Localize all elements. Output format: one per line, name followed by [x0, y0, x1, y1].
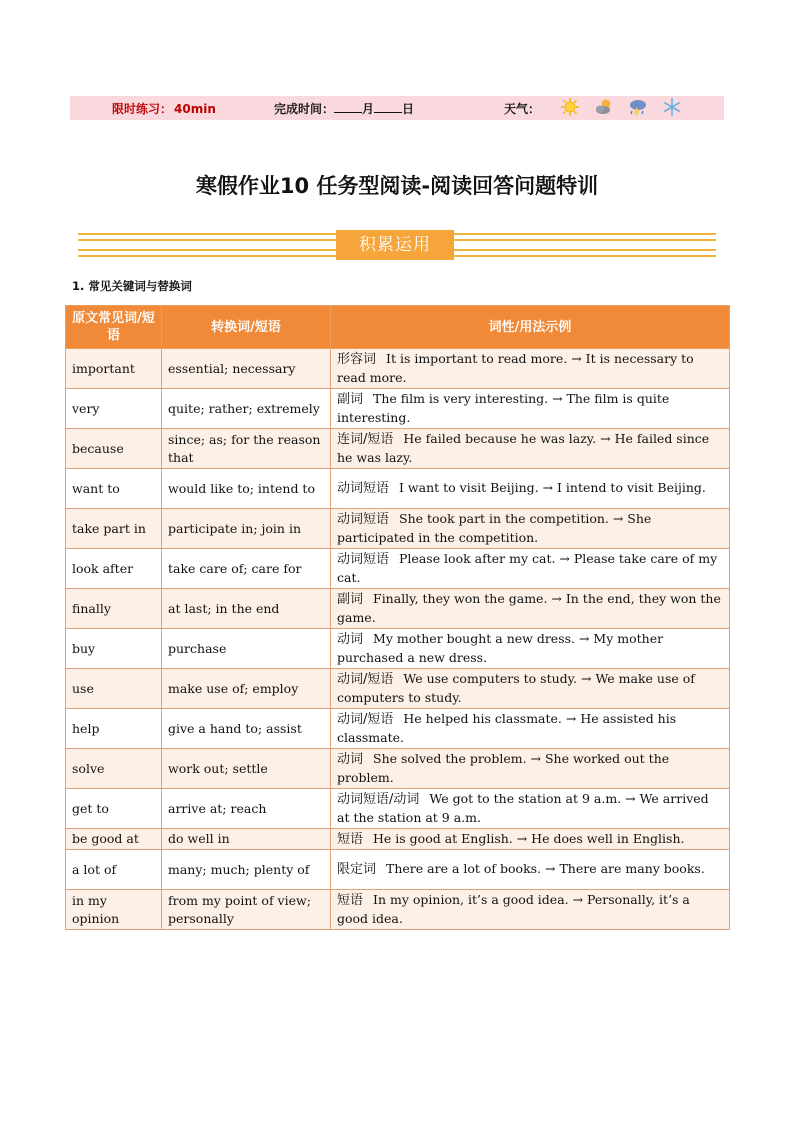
- part-of-speech: 形容词: [337, 352, 377, 367]
- cell-replacement: from my point of view; personally: [162, 890, 331, 930]
- table-row: [66, 709, 730, 749]
- cell-replacement: would like to; intend to: [162, 469, 331, 509]
- table-row: [66, 549, 730, 589]
- part-of-speech: 动词短语: [337, 512, 390, 527]
- table-row: [66, 469, 730, 509]
- section-heading: 1. 常见关键词与替换词: [72, 279, 192, 293]
- table-row: [66, 629, 730, 669]
- usage-example: I want to visit Beijing. → I intend to visit Beijing.: [399, 480, 706, 495]
- cell-original: finally: [66, 589, 162, 629]
- part-of-speech: 短语: [337, 893, 364, 908]
- part-of-speech: 动词: [337, 632, 364, 647]
- cell-replacement: participate in; join in: [162, 509, 331, 549]
- cell-original: look after: [66, 549, 162, 589]
- day-blank[interactable]: [374, 102, 402, 113]
- practice-value: 40min: [174, 102, 216, 116]
- header-replacement: 转换词/短语: [162, 306, 331, 349]
- cell-original: buy: [66, 629, 162, 669]
- cell-usage: [331, 509, 730, 549]
- cell-usage: [331, 669, 730, 709]
- table-header-row: [66, 306, 730, 349]
- usage-example: The film is very interesting. → The film is quite interesting.: [337, 391, 670, 425]
- table-row: [66, 890, 730, 930]
- usage-example: He helped his classmate. → He assisted his classmate.: [337, 711, 677, 745]
- table-row: [66, 749, 730, 789]
- banner-tag: 积累运用: [336, 230, 454, 260]
- cell-usage: [331, 709, 730, 749]
- cell-usage: [331, 469, 730, 509]
- part-of-speech: 限定词: [337, 862, 377, 877]
- usage-example: We got to the station at 9 a.m. → We arrived at the station at 9 a.m.: [337, 791, 709, 825]
- cell-original: a lot of: [66, 850, 162, 890]
- table-row: [66, 429, 730, 469]
- usage-example: Please look after my cat. → Please take care of my cat.: [337, 551, 718, 585]
- usage-example: In my opinion, it’s a good idea. → Personally, it’s a good idea.: [337, 892, 690, 926]
- part-of-speech: 副词: [337, 392, 364, 407]
- cell-original: be good at: [66, 829, 162, 850]
- usage-example: There are a lot of books. → There are many books.: [386, 861, 705, 876]
- cell-original: get to: [66, 789, 162, 829]
- header-bar: [70, 96, 724, 120]
- part-of-speech: 动词短语: [337, 481, 390, 496]
- cell-original: in my opinion: [66, 890, 162, 930]
- cell-replacement: arrive at; reach: [162, 789, 331, 829]
- cell-original: use: [66, 669, 162, 709]
- cell-usage: [331, 749, 730, 789]
- cell-replacement: at last; in the end: [162, 589, 331, 629]
- part-of-speech: 短语: [337, 831, 364, 847]
- usage-example: He is good at English. → He does well in English.: [373, 830, 685, 846]
- partly-cloudy-icon[interactable]: [594, 97, 614, 117]
- table-body: [66, 349, 730, 930]
- weather-label: 天气：: [504, 102, 541, 116]
- usage-example: She solved the problem. → She worked out the problem.: [337, 751, 670, 785]
- cell-original: take part in: [66, 509, 162, 549]
- weather-icons: [560, 97, 682, 117]
- practice-time: [112, 100, 216, 117]
- snow-icon[interactable]: [662, 97, 682, 117]
- practice-label: 限时练习：: [112, 102, 173, 116]
- table-row: [66, 349, 730, 389]
- vocab-table: [65, 305, 730, 930]
- rain-icon[interactable]: [628, 97, 648, 117]
- cell-usage: [331, 429, 730, 469]
- table-row: [66, 589, 730, 629]
- usage-example: We use computers to study. → We make use of computers to study.: [337, 671, 695, 705]
- time-label: 完成时间：: [274, 102, 335, 116]
- usage-example: He failed because he was lazy. → He failed since he was lazy.: [337, 431, 710, 465]
- month-label: 月: [362, 102, 375, 116]
- table-row: [66, 789, 730, 829]
- cell-usage: [331, 549, 730, 589]
- cell-original: because: [66, 429, 162, 469]
- header-usage: 词性/用法示例: [331, 306, 730, 349]
- table-row: [66, 850, 730, 890]
- usage-example: Finally, they won the game. → In the end, they won the game.: [337, 591, 721, 625]
- cell-usage: [331, 829, 730, 850]
- part-of-speech: 动词/短语: [337, 672, 394, 687]
- usage-example: She took part in the competition. → She participated in the competition.: [337, 511, 652, 545]
- completion-time: [274, 100, 414, 117]
- cell-usage: [331, 629, 730, 669]
- cell-usage: [331, 389, 730, 429]
- header-original: 原文常见词/短语: [66, 306, 162, 349]
- page-title: 寒假作业10 任务型阅读-阅读回答问题特训: [195, 174, 599, 198]
- part-of-speech: 动词短语: [337, 552, 390, 567]
- cell-replacement: take care of; care for: [162, 549, 331, 589]
- cell-original: important: [66, 349, 162, 389]
- cell-replacement: work out; settle: [162, 749, 331, 789]
- cell-usage: [331, 850, 730, 890]
- usage-example: It is important to read more. → It is necessary to read more.: [337, 351, 694, 385]
- cell-usage: [331, 890, 730, 930]
- cell-usage: [331, 789, 730, 829]
- sun-icon[interactable]: [560, 97, 580, 117]
- month-blank[interactable]: [334, 102, 362, 113]
- cell-original: very: [66, 389, 162, 429]
- cell-replacement: essential; necessary: [162, 349, 331, 389]
- table-row: [66, 389, 730, 429]
- part-of-speech: 动词短语/动词: [337, 792, 420, 807]
- cell-replacement: do well in: [162, 829, 331, 850]
- cell-replacement: give a hand to; assist: [162, 709, 331, 749]
- part-of-speech: 动词/短语: [337, 712, 394, 727]
- cell-replacement: since; as; for the reason that: [162, 429, 331, 469]
- cell-original: want to: [66, 469, 162, 509]
- part-of-speech: 动词: [337, 752, 364, 767]
- cell-replacement: many; much; plenty of: [162, 850, 331, 890]
- day-label: 日: [402, 102, 415, 116]
- usage-example: My mother bought a new dress. → My mother purchased a new dress.: [337, 631, 664, 665]
- cell-original: help: [66, 709, 162, 749]
- cell-original: solve: [66, 749, 162, 789]
- table-row: [66, 669, 730, 709]
- section-banner: [78, 230, 716, 260]
- cell-replacement: purchase: [162, 629, 331, 669]
- cell-replacement: make use of; employ: [162, 669, 331, 709]
- cell-replacement: quite; rather; extremely: [162, 389, 331, 429]
- part-of-speech: 副词: [337, 592, 364, 607]
- part-of-speech: 连词/短语: [337, 432, 394, 447]
- cell-usage: [331, 349, 730, 389]
- cell-usage: [331, 589, 730, 629]
- table-row: [66, 829, 730, 850]
- table-row: [66, 509, 730, 549]
